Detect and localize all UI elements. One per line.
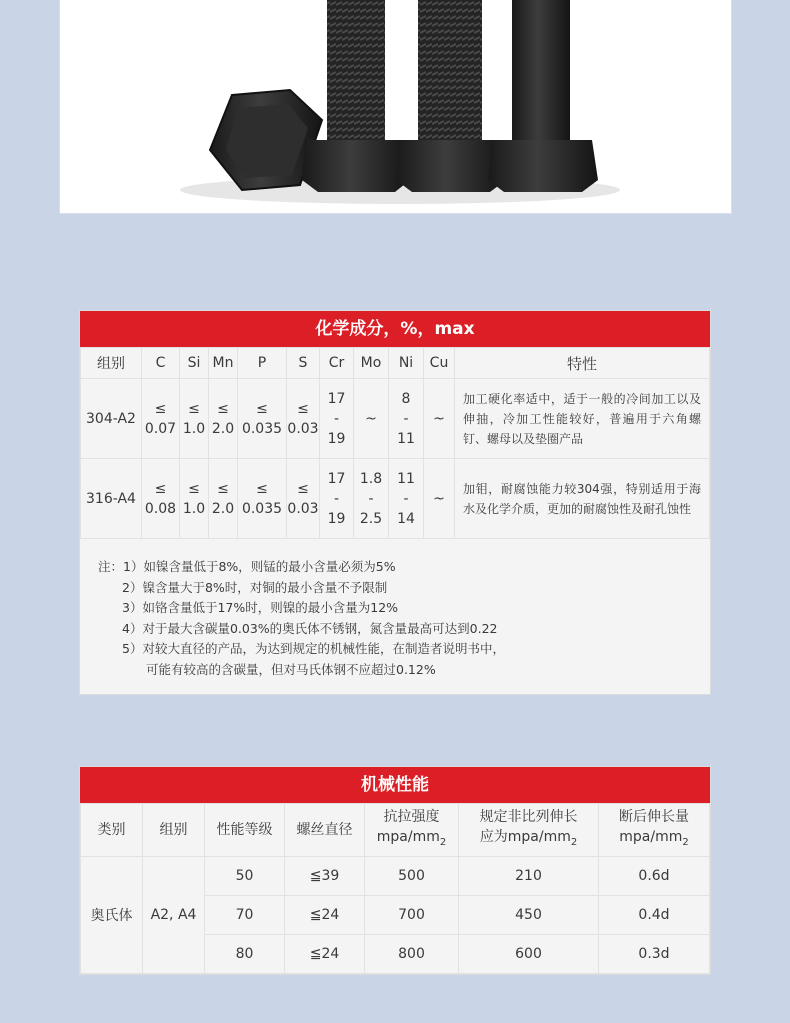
yield-cell: 450 [459,896,599,935]
s-cell: ≤ 0.03 [287,459,320,539]
product-photo [60,0,731,213]
header-ni: Ni [389,348,424,379]
note-line: 3）如铬含量低于17%时，则镍的最小含量为12% [122,600,399,615]
tensile-cell: 700 [365,896,459,935]
group-cell: 304-A2 [81,379,142,459]
elongation-cell: 0.4d [599,896,710,935]
header-grade: 性能等级 [205,804,285,857]
cu-cell: ~ [424,379,455,459]
chemical-composition-panel [80,311,710,694]
mechanical-properties-panel [80,767,710,974]
s-cell: ≤ 0.03 [287,379,320,459]
diameter-cell: ≦24 [285,935,365,974]
group-cell: 316-A4 [81,459,142,539]
tensile-cell: 500 [365,857,459,896]
notes [80,539,710,680]
grade-cell: 80 [205,935,285,974]
mechanical-table [80,803,710,974]
header-s: S [287,348,320,379]
header-mn: Mn [209,348,238,379]
yield-cell: 600 [459,935,599,974]
grade-cell: 50 [205,857,285,896]
feature-cell: 加钼，耐腐蚀能力较304强，特别适用于海水及化学介质，更加的耐腐蚀性及耐孔蚀性 [455,459,710,539]
header-group: 组别 [143,804,205,857]
elongation-cell: 0.6d [599,857,710,896]
header-group: 组别 [81,348,142,379]
feature-cell: 加工硬化率适中，适于一般的冷间加工以及伸抽，冷加工性能较好，普遍用于六角螺钉、螺母以及垫圈产品 [455,379,710,459]
note-line: 可能有较高的含碳量，但对马氏体钢不应超过0.12% [146,661,436,677]
group-cell: A2, A4 [143,857,205,974]
mechanical-header-row [81,804,710,857]
header-diameter: 螺丝直径 [285,804,365,857]
yield-cell: 210 [459,857,599,896]
cr-cell: 17 - 19 [320,459,354,539]
header-cr: Cr [320,348,354,379]
table-row-304 [81,379,710,459]
si-cell: ≤ 1.0 [180,379,209,459]
chemical-table [80,347,710,539]
table-row-316 [81,459,710,539]
note-line: 5）对较大直径的产品，为达到规定的机械性能，在制造者说明书中， [122,641,505,656]
c-cell: ≤ 0.08 [142,459,180,539]
bolts-illustration [60,0,731,213]
c-cell: ≤ 0.07 [142,379,180,459]
note-line: 4）对于最大含碳量0.03%的奥氏体不锈钢，氮含量最高可达到0.22 [122,620,498,636]
header-c: C [142,348,180,379]
elongation-cell: 0.3d [599,935,710,974]
p-cell: ≤ 0.035 [238,379,287,459]
si-cell: ≤ 1.0 [180,459,209,539]
category-cell: 奥氏体 [81,857,143,974]
header-yield: 规定非比列伸长 应为mpa/$mm_2$ [459,804,599,857]
chemical-header-row [81,348,710,379]
note-line: 2）镍含量大于8%时，对铜的最小含量不予限制 [122,579,388,595]
tensile-cell: 800 [365,935,459,974]
cr-cell: 17 - 19 [320,379,354,459]
diameter-cell: ≦24 [285,896,365,935]
table-row [81,857,710,896]
header-feature: 特性 [455,348,710,379]
header-mo: Mo [354,348,389,379]
mn-cell: ≤ 2.0 [209,459,238,539]
mo-cell: 1.8 - 2.5 [354,459,389,539]
header-tensile: 抗拉强度 mpa/$mm_2$ [365,804,459,857]
note-line: 注：1）如镍含量低于8%，则锰的最小含量必须为5% [98,559,396,574]
diameter-cell: ≦39 [285,857,365,896]
header-si: Si [180,348,209,379]
grade-cell: 70 [205,896,285,935]
mo-cell: ~ [354,379,389,459]
cu-cell: ~ [424,459,455,539]
header-p: P [238,348,287,379]
header-category: 类别 [81,804,143,857]
header-elongation: 断后伸长量 mpa/$mm_2$ [599,804,710,857]
ni-cell: 11 - 14 [389,459,424,539]
chemical-title: 化学成分，%，max [80,311,710,347]
p-cell: ≤ 0.035 [238,459,287,539]
mechanical-title: 机械性能 [80,767,710,803]
mn-cell: ≤ 2.0 [209,379,238,459]
ni-cell: 8 - 11 [389,379,424,459]
header-cu: Cu [424,348,455,379]
